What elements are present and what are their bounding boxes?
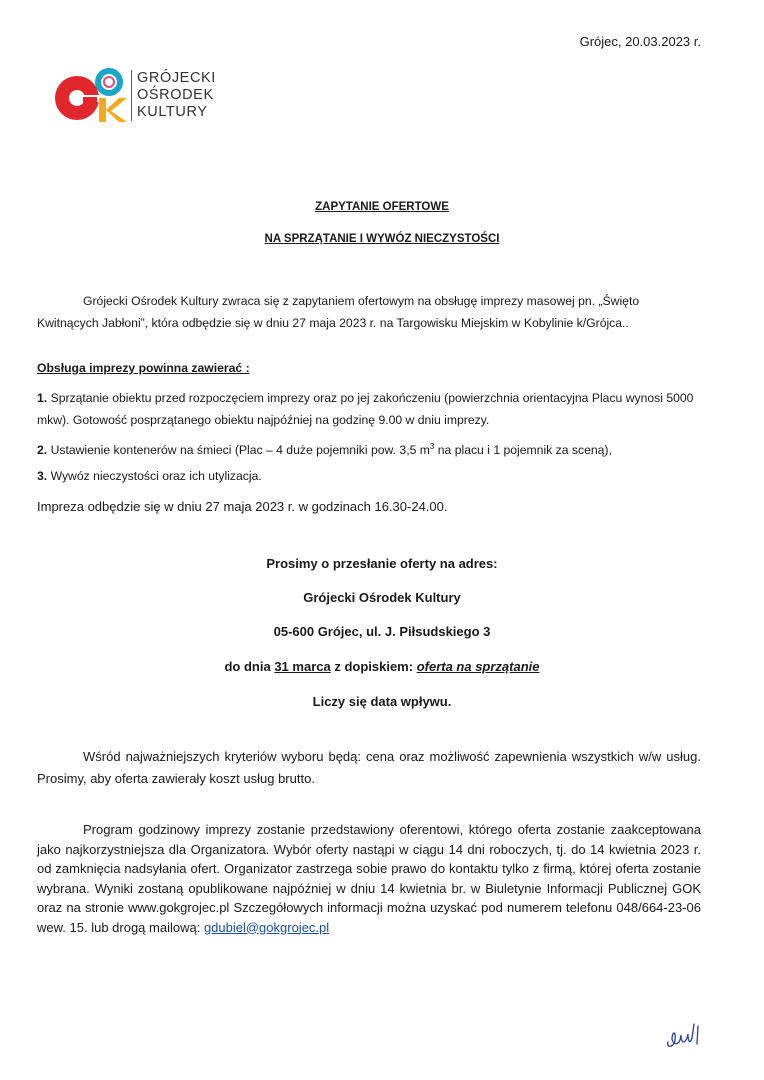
scope-item-3 xyxy=(37,465,701,487)
program-text: Program godzinowy imprezy zostanie przedstawiony oferentowi, którego oferta zostanie zaakceptowana jako najkorzystniejsza dla Organizatora. Wybór oferty nastąpi w ciągu 14 dni roboczych, tj. do 14 kwietnia 2023 r. od zamknięcia nadsyłania ofert. Organizator zastrzega sobie prawo do kontaktu tylko z firmą, której oferta zostanie wybrana. Wyniki zostaną opublikowane najpóźniej w dniu 14 kwietnia br. w Biuletynie Informacji Publicznej GOK oraz na stronie www.gokgrojec.pl Szczegółowych informacji można uzyskać pod numerem telefonu 048/664-23-06 wew. 15. lub drogą mailową: xyxy=(37,822,701,935)
deadline-note: oferta na sprzątanie xyxy=(416,659,540,674)
item-text: Sprzątanie obiektu przed rozpoczęciem imprezy oraz po jej zakończeniu (powierzchnia orientacyjna Placu wynosi 5000 mkw). Gotowość posprzątanego obiektu najpóźniej na godzinę 9.00 w dniu imprezy. xyxy=(37,391,694,427)
logo-line: GRÓJECKI xyxy=(137,70,216,86)
document-date: Grójec, 20.03.2023 r. xyxy=(579,34,701,49)
gok-logo-mark xyxy=(53,66,129,126)
criteria-paragraph: Wśród najważniejszych kryteriów wyboru będą: cena oraz możliwość zapewnienia wszystkich w/w usług. Prosimy, aby oferta zawierały koszt usług brutto. xyxy=(37,749,701,786)
logo-line: KULTURY xyxy=(137,104,208,120)
logo-line: OŚRODEK xyxy=(137,87,214,103)
document-subtitle: NA SPRZĄTANIE I WYWÓZ NIECZYSTOŚCI xyxy=(264,233,500,245)
event-time: Impreza odbędzie się w dniu 27 maja 2023 r. w godzinach 16.30-24.00. xyxy=(37,499,448,514)
deadline-mid: z dopiskiem: xyxy=(330,659,417,674)
item-text: Ustawienie kontenerów na śmieci (Plac – 4 duże pojemniki pow. 3,5 m xyxy=(50,443,430,458)
gok-logo xyxy=(53,66,233,126)
gok-logo-text xyxy=(131,70,216,121)
item-number: 1. xyxy=(37,391,48,405)
superscript: 3 xyxy=(429,442,435,451)
address-org: Grójecki Ośrodek Kultury xyxy=(303,590,461,605)
item-number: 2. xyxy=(37,443,48,458)
email-link[interactable]: gdubiel@gokgrojec.pl xyxy=(203,919,330,935)
deadline-line xyxy=(0,659,764,674)
handwritten-signature xyxy=(664,1018,704,1054)
deadline-date: 31 marca xyxy=(274,659,331,674)
signature-mark xyxy=(664,1018,704,1054)
deadline-prefix: do dnia xyxy=(224,659,275,674)
address-request: Prosimy o przesłanie oferty na adres: xyxy=(266,556,498,571)
document-title: ZAPYTANIE OFERTOWE xyxy=(315,201,449,213)
program-paragraph xyxy=(37,820,701,937)
receipt-note: Liczy się data wpływu. xyxy=(312,694,452,709)
item-text-continued: na placu i 1 pojemnik za sceną), xyxy=(434,443,612,458)
scope-heading: Obsługa imprezy powinna zawierać : xyxy=(37,361,250,375)
intro-paragraph: Grójecki Ośrodek Kultury zwraca się z zapytaniem ofertowym na obsługę imprezy masowej pn. „Święto Kwitnących Jabłoni”, która odbędzie się w dniu 27 maja 2023 r. na Targowisku Miejskim w Kobylinie k/Grójca.. xyxy=(37,294,640,330)
scope-item-2 xyxy=(37,436,701,461)
item-text: Wywóz nieczystości oraz ich utylizacja. xyxy=(50,469,262,483)
address-street: 05-600 Grójec, ul. J. Piłsudskiego 3 xyxy=(273,624,491,639)
item-number: 3. xyxy=(37,469,48,483)
scope-item-1 xyxy=(37,387,701,431)
